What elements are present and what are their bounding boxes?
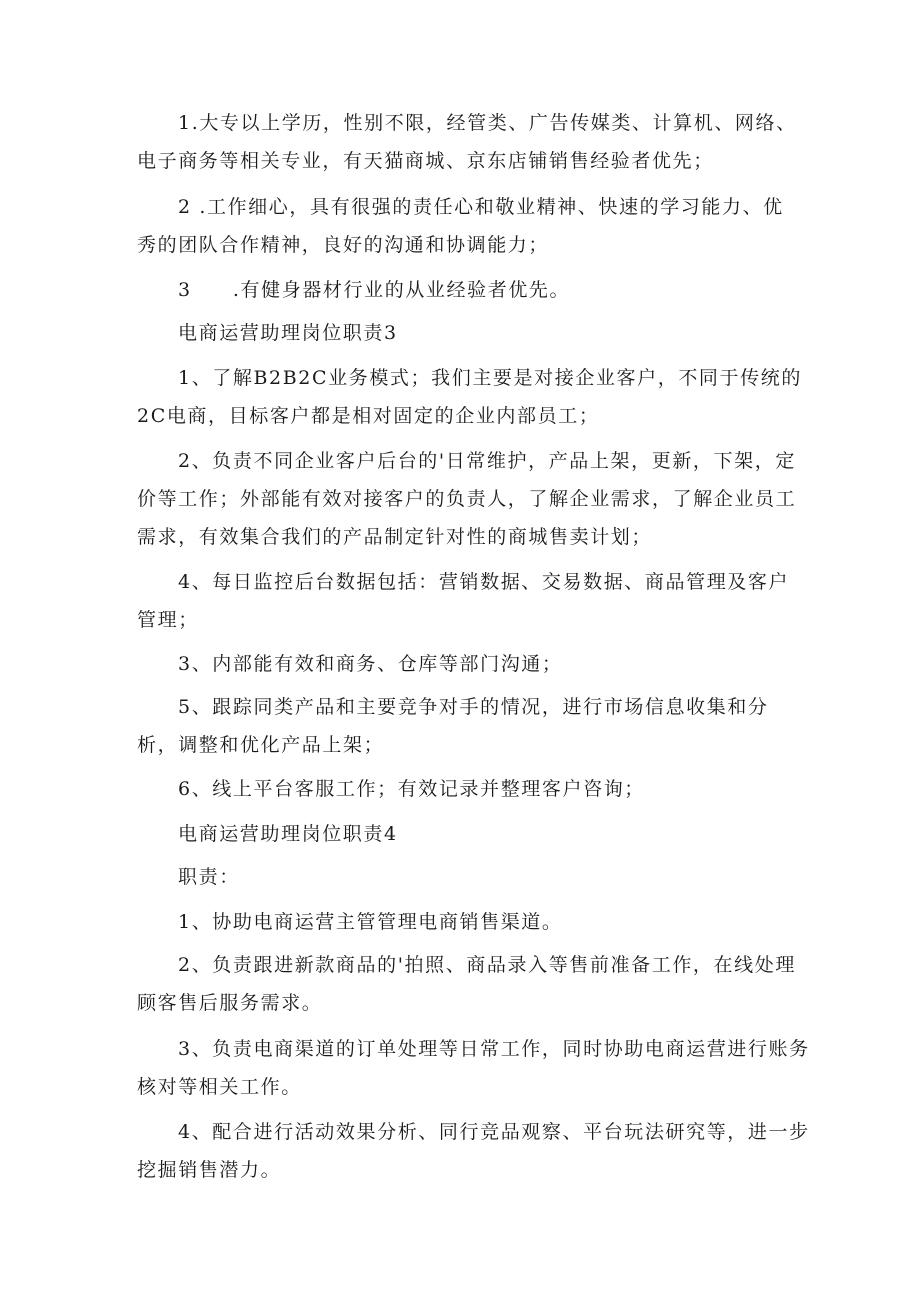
text-line: 秀的团队合作精神，良好的沟通和协调能力； <box>137 234 550 256</box>
text-line: 4、配合进行活动效果分析、同行竞品观察、平台玩法研究等，进一步 <box>178 1121 810 1143</box>
text-line: 顾客售后服务需求。 <box>137 992 323 1014</box>
text-line: 析，调整和优化产品上架； <box>137 734 385 756</box>
text-line: 3、内部能有效和商务、仓库等部门沟通； <box>178 653 563 675</box>
section-heading: 电商运营助理岗位职责3 <box>178 322 398 344</box>
text-line: 5、跟踪同类产品和主要竞争对手的情况，进行市场信息收集和分 <box>178 696 769 718</box>
text-line: 4、每日监控后台数据包括：营销数据、交易数据、商品管理及客户 <box>178 571 790 593</box>
text-line: 管理； <box>137 609 199 631</box>
text-line: 3 .有健身器材行业的从业经验者优先。 <box>178 279 571 301</box>
section-heading: 电商运营助理岗位职责4 <box>178 823 398 845</box>
text-line: 职责： <box>178 866 240 888</box>
text-line: 1.大专以上学历，性别不限，经管类、广告传媒类、计算机、网络、 <box>178 112 797 134</box>
text-line: 1、协助电商运营主管管理电商销售渠道。 <box>178 911 563 933</box>
text-line: 2 .工作细心，具有很强的责任心和敬业精神、快速的学习能力、优 <box>178 196 784 218</box>
text-line: 1、了解B2B2C业务模式；我们主要是对接企业客户，不同于传统的 <box>178 367 802 389</box>
text-line: 挖掘销售潜力。 <box>137 1159 282 1181</box>
text-line: 2、负责不同企业客户后台的'日常维护，产品上架，更新，下架，定 <box>178 450 796 472</box>
text-line: 2、负责跟进新款商品的'拍照、商品录入等售前准备工作，在线处理 <box>178 954 796 976</box>
text-line: 核对等相关工作。 <box>137 1076 302 1098</box>
text-line: 电子商务等相关专业，有天猫商城、京东店铺销售经验者优先； <box>137 150 714 172</box>
text-line: 需求，有效集合我们的产品制定针对性的商城售卖计划； <box>137 526 653 548</box>
text-line: 2C电商，目标客户都是相对固定的企业内部员工； <box>137 405 600 427</box>
text-line: 6、线上平台客服工作；有效记录并整理客户咨询； <box>178 778 645 800</box>
text-line: 3、负责电商渠道的订单处理等日常工作，同时协助电商运营进行账务 <box>178 1038 810 1060</box>
text-line: 价等工作；外部能有效对接客户的负责人，了解企业需求，了解企业员工 <box>137 488 797 510</box>
